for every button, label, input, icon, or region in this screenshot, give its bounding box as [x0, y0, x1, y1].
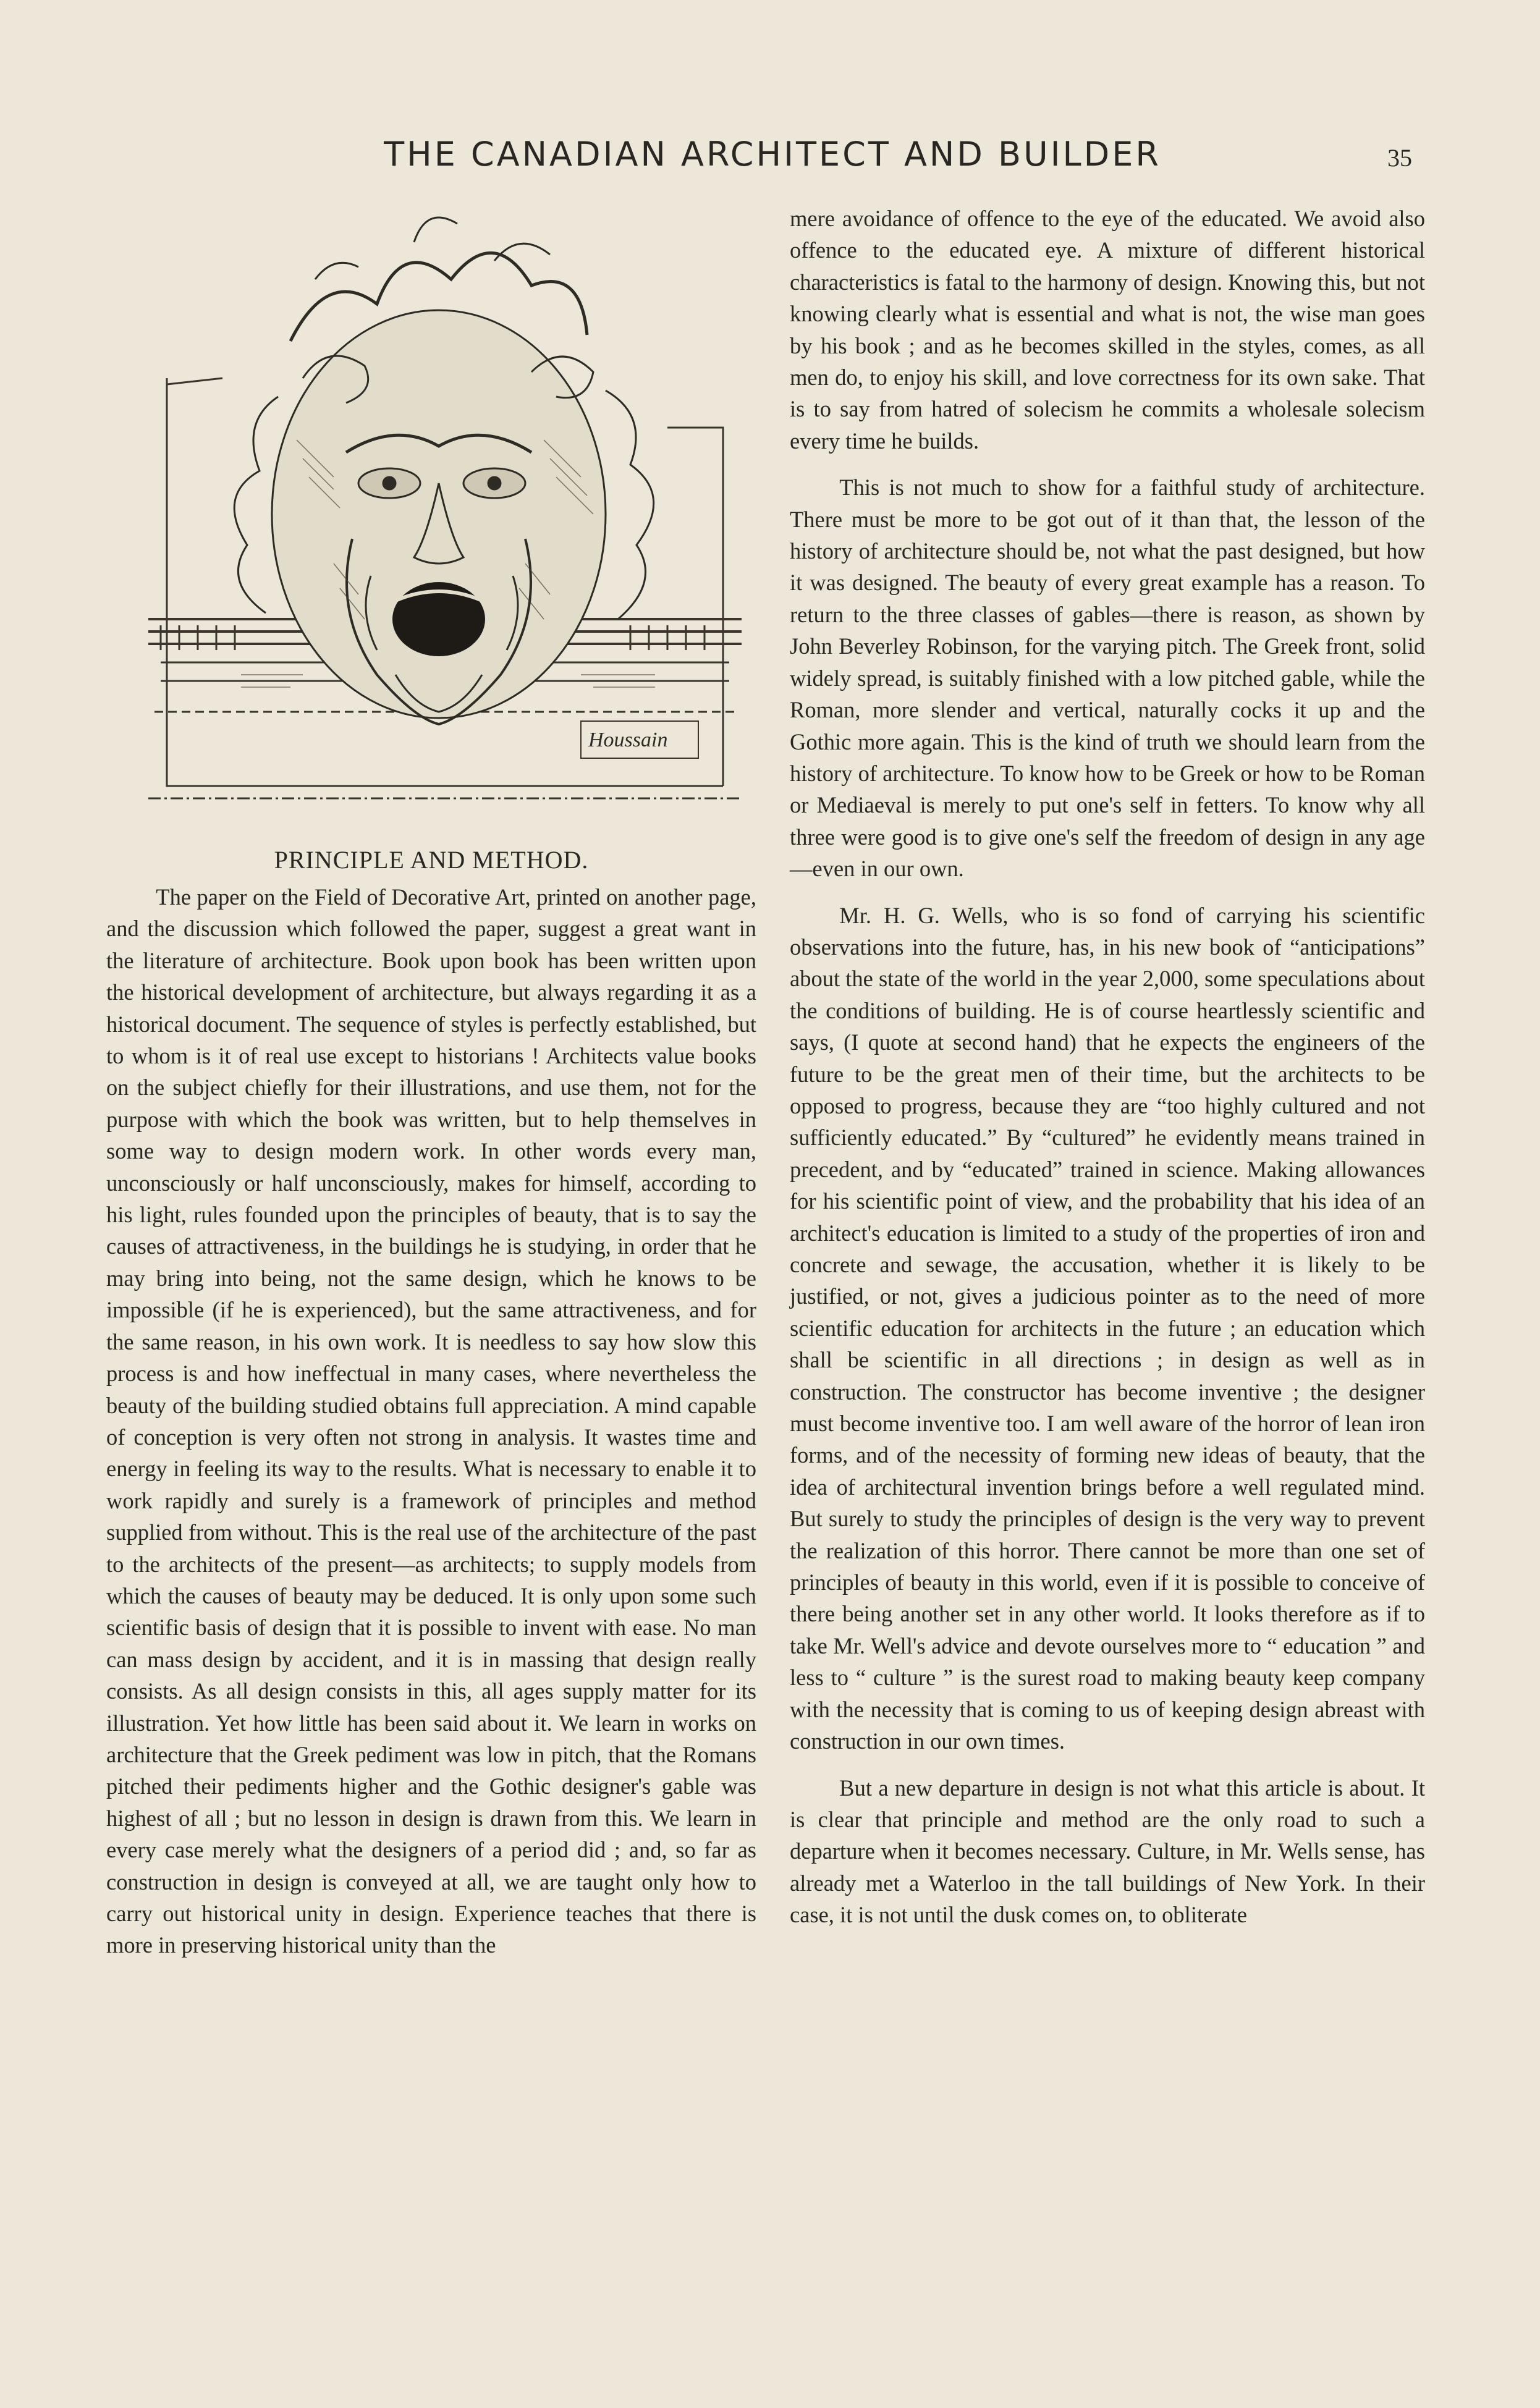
- mask-engraving: [148, 193, 742, 823]
- right-paragraph-1: mere avoidance of offence to the eye of the educated. We avoid also offence to the educated eye. A mixture of different historical characteristics is fatal to the harmony of design. Knowing this, but not knowing clearly what is essential and what is not, the wise man goes by his book ; and as he becomes skilled in the styles, comes, as all men do, to enjoy his skill, and love correctness for its own sake. That is to say from hatred of solecism he commits a wholesale solecism every time he builds.: [790, 206, 1425, 454]
- grotesque-mask-illustration: [148, 193, 742, 823]
- left-column: [106, 881, 756, 1961]
- right-paragraph-2: This is not much to show for a faithful study of architecture. There must be more to be got out of it than that, the lesson of the history of architecture should be, not what the past designed, but how it was designed. The beauty of every great example has a reason. To return to the three classes of gables—there is reason, as shown by John Beverley Robinson, for the varying pitch. The Greek front, solid widely spread, is suitably finished with a low pitched gable, while the Roman, more slender and vertical, naturally cocks it up and the Gothic more again. This is the kind of truth we should learn from the history of architecture. To know how to be Greek or how to be Roman or Mediaeval is merely to put one's self in fetters. To know why all three were good is to give one's self the freedom of design in any age—even in our own.: [790, 475, 1425, 882]
- article-title: PRINCIPLE AND METHOD.: [274, 846, 589, 874]
- running-header-title: THE CANADIAN ARCHITECT AND BUILDER: [384, 135, 1161, 174]
- right-paragraph-3: Mr. H. G. Wells, who is so fond of carrying his scientific observations into the future, has, in his new book of “anticipations” about the state of the world in the year 2,000, some speculations about the conditions of building. He is of course heartlessly scientific and says, (I quote at second hand) that he expects the engineers of the future to be the great men of their time, but the architects to be opposed to progress, because they are “too highly cultured and not sufficiently educated.” By “cultured” he evidently means trained in precedent, and by “educated” trained in science. Making allowances for his scientific point of view, and the probability that his idea of an architect's education is limited to a study of the properties of iron and concrete and sewage, the accusation, whether it is likely to be justified, or not, gives a judicious pointer as to the need of more scientific education for architects in the future ; an education which shall be scientific in all directions ; in design as well as in construction. The constructor has become inventive ; the designer must become inventive too. I am well aware of the horror of lean iron forms, and of the necessity of forming new ideas of beauty, that the idea of architectural invention brings before a well regulated mind. But surely to study the principles of design is the very way to prevent the realization of this horror. There cannot be more than one set of principles of beauty in this world, even if it is possible to conceive of there being another set in any other world. It looks therefore as if to take Mr. Well's advice and devote ourselves more to “ education ” and less to “ culture ” is the surest road to making beauty keep company with the necessity that is coming to us of keeping design abreast with construction in our own times.: [790, 902, 1425, 1754]
- right-paragraph-4: But a new departure in design is not what this article is about. It is clear that principle and method are the only road to such a departure when it becomes necessary. Culture, in Mr. Wells sense, has already met a Waterloo in the tall buildings of New York. In their case, it is not until the dusk comes on, to obliterate: [790, 1775, 1425, 1928]
- right-column: [790, 203, 1425, 1931]
- artist-signature: Houssain: [588, 729, 668, 751]
- left-paragraph-1: The paper on the Field of Decorative Art, printed on another page, and the discussion which followed the paper, suggest a great want in the literature of architecture. Book upon book has been written upon the historical development of architecture, but always regarding it as a historical document. The sequence of styles is perfectly established, but to whom is it of real use except to historians ! Architects value books on the subject chiefly for their illustrations, and use them, not for the purpose with which the book was written, but to help themselves in some way to design modern work. In other words every man, unconsciously or half unconsciously, makes for himself, according to his light, rules founded upon the principles of beauty, that is to say the causes of attractiveness, in the buildings he is studying, in order that he may bring into being, not the same design, which he knows to be impossible (if he is experienced), but the same attractiveness, and for the same reason, in his own work. It is needless to say how slow this process is and how ineffectual in many cases, where nevertheless the beauty of the building studied obtains full appreciation. A mind capable of conception is very often not strong in analysis. It wastes time and energy in feeling its way to the results. What is necessary to enable it to work rapidly and surely is a framework of principles and method supplied from without. This is the real use of the architecture of the past to the architects of the present—as architects; to supply models from which the causes of beauty may be deduced. It is only upon some such scientific basis of design that it is possible to invent with ease. No man can mass design by accident, and it is in massing that design really consists. As all design consists in this, all ages supply matter for its illustration. Yet how little has been said about it. We learn in works on architecture that the Greek pediment was low in pitch, that the Romans pitched their pediments higher and the Gothic designer's gable was highest of all ; but no lesson in design is drawn from this. We learn in every case merely what the designers of a period did ; and, so far as construction in design is conveyed at all, we are taught only how to carry out historical unity in design. Experience teaches that there is more in preserving historical unity than the: [106, 884, 756, 1958]
- page-number: 35: [1387, 144, 1412, 172]
